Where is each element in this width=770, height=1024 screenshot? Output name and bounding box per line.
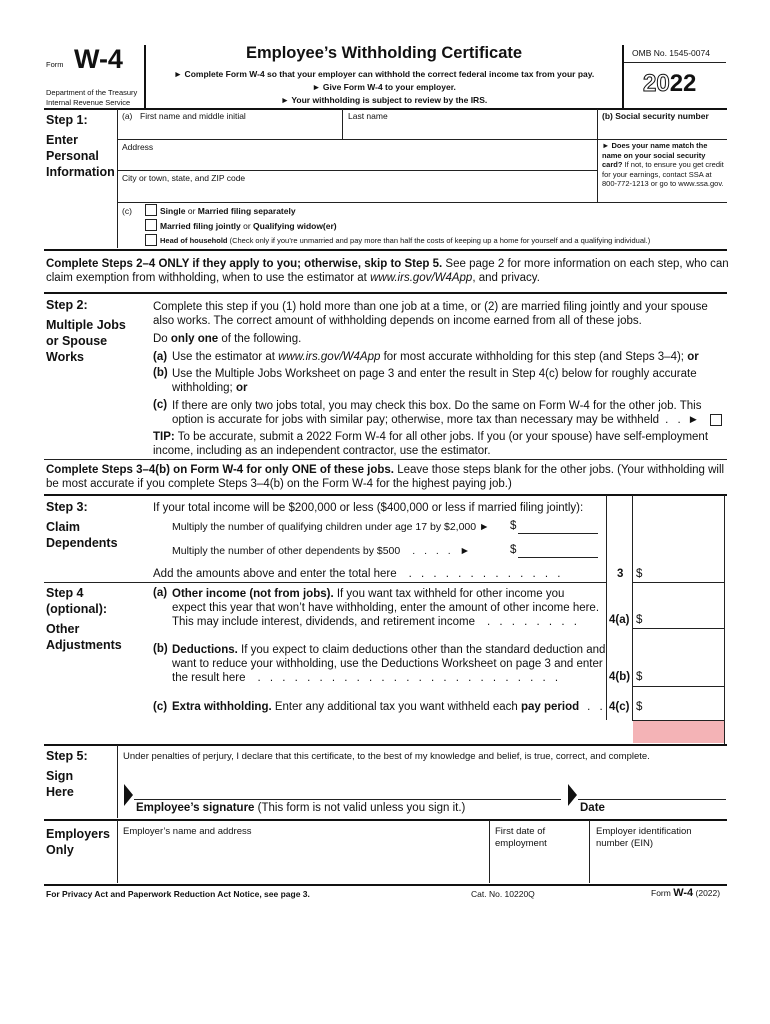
notice2-text1: Leave those steps blank for the other jobs. (Your withholding will — [394, 464, 725, 476]
notice2-text2: be most accurate if you complete Steps 3–4(b) on the Form W-4 for the highest paying job.) — [46, 478, 512, 490]
signature-label-bold: Employee’s signature — [136, 802, 255, 814]
step2-title-2: or Spouse — [46, 334, 108, 348]
step1-label: Step 1: — [46, 113, 88, 127]
dependents-total-line — [153, 568, 563, 580]
dependents-total-text: Add the amounts above and enter the total here — [153, 568, 397, 580]
step3-title-1: Claim — [46, 520, 81, 534]
other-dependents-dots: . . . . ► — [412, 545, 473, 557]
footer-form-id — [651, 887, 720, 899]
line-4c-amount-input[interactable] — [646, 699, 722, 714]
children-amount-input[interactable] — [520, 519, 598, 533]
step2-b-text — [172, 367, 697, 395]
do-bold: only one — [170, 333, 219, 345]
step4b-line1: If you expect to claim deductions other than the standard deduction and — [237, 644, 606, 656]
step5-title-2: Here — [46, 785, 74, 799]
tip-line2: income, including as an independent contractor, use the estimator. — [153, 445, 491, 457]
line-4a-number: 4(a) — [609, 614, 630, 626]
first-date-label — [495, 826, 547, 850]
mfs-text: Married filing separately — [197, 206, 296, 216]
do-post: of the following. — [218, 333, 302, 345]
city-input[interactable] — [120, 184, 594, 200]
address-input[interactable] — [120, 153, 594, 169]
line-4b-number: 4(b) — [609, 671, 631, 683]
step5-title-1: Sign — [46, 769, 74, 783]
step4c-pay-period: pay period — [521, 701, 580, 713]
employers-title-2: Only — [46, 843, 74, 857]
step4a-line3: This may include interest, dividends, and retirement income — [172, 616, 475, 628]
form-title: Employee’s Withholding Certificate — [245, 44, 523, 62]
last-name-input[interactable] — [346, 122, 594, 138]
step1-title-1: Enter — [46, 133, 78, 147]
ein-label — [596, 826, 692, 850]
step4c-dots: . . — [587, 701, 606, 713]
first-date-line1: First date of — [495, 826, 546, 837]
tip-line1: To be accurate, submit a 2022 Form W-4 for all other jobs. If you (or your spouse) have self-employment — [174, 431, 709, 443]
signature-label-note: (This form is not valid unless you sign it.) — [254, 802, 466, 814]
step2-intro — [153, 300, 708, 328]
signature-label — [136, 802, 465, 814]
head-of-household-label — [160, 236, 650, 245]
employer-name-label: Employer’s name and address — [123, 826, 252, 837]
ein-input[interactable] — [592, 852, 724, 880]
first-name-label: First name and middle initial — [140, 111, 246, 121]
step4a-bold: Other income (not from jobs). — [172, 588, 334, 600]
tax-year — [643, 70, 696, 98]
date-arrow-icon — [568, 784, 577, 806]
step4b-text — [172, 643, 605, 685]
children-line: Multiply the number of qualifying children under age 17 by $2,000 ► — [172, 521, 490, 533]
notice1-text1: See page 2 for more information on each step, who can — [442, 258, 729, 270]
perjury-statement: Under penalties of perjury, I declare that this certificate, to the best of my knowledge and belief, is true, correct, and complete. — [123, 751, 650, 762]
step4a-dots: . . . . . . . . — [486, 616, 580, 628]
step4c-mid: Enter any additional tax you want withheld each — [271, 701, 521, 713]
widow-text: Qualifying widow(er) — [253, 221, 337, 231]
head-of-household-checkbox[interactable] — [145, 234, 157, 246]
step2-tip — [153, 430, 708, 458]
line-4a-amount-input[interactable] — [646, 612, 722, 627]
notice-steps-3-4b — [46, 463, 724, 491]
step2-estimator-link[interactable]: www.irs.gov/W4App — [278, 351, 381, 363]
step4b-line3: the result here — [172, 672, 246, 684]
line-4b-dollar: $ — [636, 671, 643, 683]
two-jobs-checkbox[interactable] — [710, 414, 722, 426]
step3-title-2: Dependents — [46, 536, 118, 550]
first-date-input[interactable] — [492, 852, 586, 880]
date-input[interactable] — [580, 784, 724, 798]
dept-treasury: Department of the Treasury — [46, 88, 138, 97]
instruction-2: ► Give Form W-4 to your employer. — [312, 82, 456, 92]
ssa-note-text: If not, to ensure you get credit for your earnings, contact SSA at 800-772-1213 or go to www.ssa.gov. — [602, 160, 724, 189]
step2-intro-1: Complete this step if you (1) hold more than one job at a time, or (2) are married filing jointly and your spouse — [153, 301, 708, 313]
step4a-tag: (a) — [153, 587, 168, 599]
step2-c-dots: . . — [665, 414, 684, 426]
step2-c-text — [172, 399, 701, 427]
estimator-link[interactable]: www.irs.gov/W4App — [370, 272, 473, 284]
line-3-number: 3 — [617, 568, 624, 580]
step4a-text — [172, 587, 599, 629]
step4-title-1: (optional): — [46, 602, 108, 616]
ssa-note-bold: ► Does your name match the name on your social security card? — [602, 141, 708, 170]
step2-title-3: Works — [46, 350, 84, 364]
irs-label: Internal Revenue Service — [46, 98, 131, 107]
single-text: Single — [160, 206, 186, 216]
footer-form-word: Form — [651, 888, 674, 898]
step2-b-or: or — [235, 382, 248, 394]
step4-title-3: Adjustments — [46, 638, 122, 652]
line-4a-dollar: $ — [636, 614, 643, 626]
signature-arrow-icon — [124, 784, 133, 806]
step2-a-tag: (a) — [153, 351, 168, 363]
step4-label: Step 4 — [46, 586, 84, 600]
tax-year-outline: 20 — [643, 70, 670, 97]
step4c-tag: (c) — [153, 701, 168, 713]
step4-title-2: Other — [46, 622, 80, 636]
ssn-input[interactable] — [600, 122, 724, 138]
notice1-text2: claim exemption from withholding, when to use the estimator at — [46, 272, 371, 284]
single-label — [160, 206, 296, 216]
step2-a-or: or — [687, 351, 699, 363]
step2-b-line2: withholding; — [172, 382, 236, 394]
form-word: Form — [46, 60, 64, 69]
step2-c-tag: (c) — [153, 399, 168, 411]
step1-title-2: Personal — [46, 149, 99, 163]
step4c-text — [172, 701, 606, 713]
address-label: Address — [122, 142, 154, 152]
do-pre: Do — [153, 333, 171, 345]
step5-label: Step 5: — [46, 749, 88, 763]
dependents-total-dots: . . . . . . . . . . . . . — [408, 568, 564, 580]
single-or: or — [185, 206, 198, 216]
ssa-note — [602, 141, 726, 189]
step4b-tag: (b) — [153, 643, 168, 655]
city-label: City or town, state, and ZIP code — [122, 173, 246, 183]
tip-bold: TIP: — [153, 431, 175, 443]
other-dependents-text: Multiply the number of other dependents by $500 — [172, 545, 401, 557]
other-dependents-line — [172, 545, 473, 557]
other-dependents-amount-input[interactable] — [520, 543, 598, 557]
other-dependents-dollar: $ — [510, 544, 517, 556]
step2-intro-2: also works. The correct amount of withholding depends on income earned from all of these jobs. — [153, 315, 642, 327]
children-dollar: $ — [510, 520, 517, 532]
line-3-amount-input[interactable] — [646, 566, 722, 581]
notice1-bold: Complete Steps 2–4 ONLY if they apply to you; otherwise, skip to Step 5. — [46, 258, 443, 270]
married-jointly-label — [160, 221, 337, 231]
ssn-label: (b) Social security number — [602, 111, 709, 121]
step2-b-tag: (b) — [153, 367, 168, 379]
step2-do-one — [153, 333, 301, 345]
omb-number: OMB No. 1545-0074 — [632, 48, 710, 58]
filing-status-tag: (c) — [122, 206, 132, 216]
step4c-bold: Extra withholding. — [172, 701, 272, 713]
highlight-field[interactable] — [633, 721, 724, 743]
step1-title-3: Information — [46, 165, 115, 179]
step2-c-line2: option is accurate for jobs with similar pay; otherwise, more tax than necessary may be withheld — [172, 414, 660, 426]
instruction-3: ► Your withholding is subject to review by the IRS. — [280, 95, 488, 105]
step2-label: Step 2: — [46, 298, 88, 312]
mfj-or: or — [240, 221, 254, 231]
tax-year-solid: 22 — [669, 70, 697, 97]
step2-a-text — [172, 351, 699, 363]
hoh-text: Head of household — [160, 236, 228, 245]
mfj-text: Married filing jointly — [160, 221, 241, 231]
step2-b-line1: Use the Multiple Jobs Worksheet on page 3 and enter the result in Step 4(c) below for roughly accurate — [172, 368, 697, 380]
step2-a-pre: Use the estimator at — [172, 351, 279, 363]
step4a-line1: If you want tax withheld for other income you — [333, 588, 565, 600]
step2-a-post: for most accurate withholding for this step (and Steps 3–4); — [380, 351, 688, 363]
employer-name-input[interactable] — [120, 840, 486, 880]
hoh-note: (Check only if you’re unmarried and pay more than half the costs of keeping up a home for yourself and a qualifying individual.) — [227, 236, 651, 245]
first-date-line2: employment — [495, 838, 547, 849]
step4b-dots: . . . . . . . . . . . . . . . . . . . . . . . . . — [257, 672, 562, 684]
line-4b-amount-input[interactable] — [646, 669, 722, 684]
step2-c-arrow: ► — [687, 414, 700, 426]
privacy-notice: For Privacy Act and Paperwork Reduction Act Notice, see page 3. — [46, 889, 310, 899]
line-4c-dollar: $ — [636, 701, 643, 713]
last-name-label: Last name — [348, 111, 388, 121]
step2-c-line1: If there are only two jobs total, you may check this box. Do the same on Form W-4 for the other job. This — [172, 400, 702, 412]
step4b-bold: Deductions. — [172, 644, 238, 656]
line-4c-number: 4(c) — [609, 701, 630, 713]
married-jointly-checkbox[interactable] — [145, 219, 157, 231]
date-label: Date — [580, 802, 605, 814]
first-name-input[interactable] — [120, 122, 340, 138]
notice1-text3: , and privacy. — [472, 272, 540, 284]
footer-form-year: (2022) — [693, 888, 721, 898]
notice2-bold: Complete Steps 3–4(b) on Form W-4 for only ONE of these jobs. — [46, 464, 394, 476]
footer-form-number: W-4 — [673, 887, 694, 899]
step3-intro: If your total income will be $200,000 or less ($400,000 or less if married filing jointly): — [153, 502, 584, 514]
employers-title-1: Employers — [46, 827, 110, 841]
instruction-1: ► Complete Form W-4 so that your employer can withhold the correct federal income tax from your pay. — [173, 69, 595, 79]
catalog-number: Cat. No. 10220Q — [471, 889, 535, 899]
single-checkbox[interactable] — [145, 204, 157, 216]
notice-steps-2-4 — [46, 257, 729, 285]
step3-label: Step 3: — [46, 500, 88, 514]
ein-line1: Employer identification — [596, 826, 692, 837]
step2-title-1: Multiple Jobs — [46, 318, 126, 332]
line-3-dollar: $ — [636, 568, 643, 580]
form-number: W-4 — [74, 44, 123, 74]
ein-line2: number (EIN) — [596, 838, 654, 849]
first-name-tag: (a) — [122, 111, 133, 121]
signature-input[interactable] — [136, 784, 560, 798]
step4a-line2: expect this year that won’t have withholding, enter the amount of other income here. — [172, 602, 600, 614]
step4b-line2: want to reduce your withholding, use the Deductions Worksheet on page 3 and enter — [172, 658, 603, 670]
